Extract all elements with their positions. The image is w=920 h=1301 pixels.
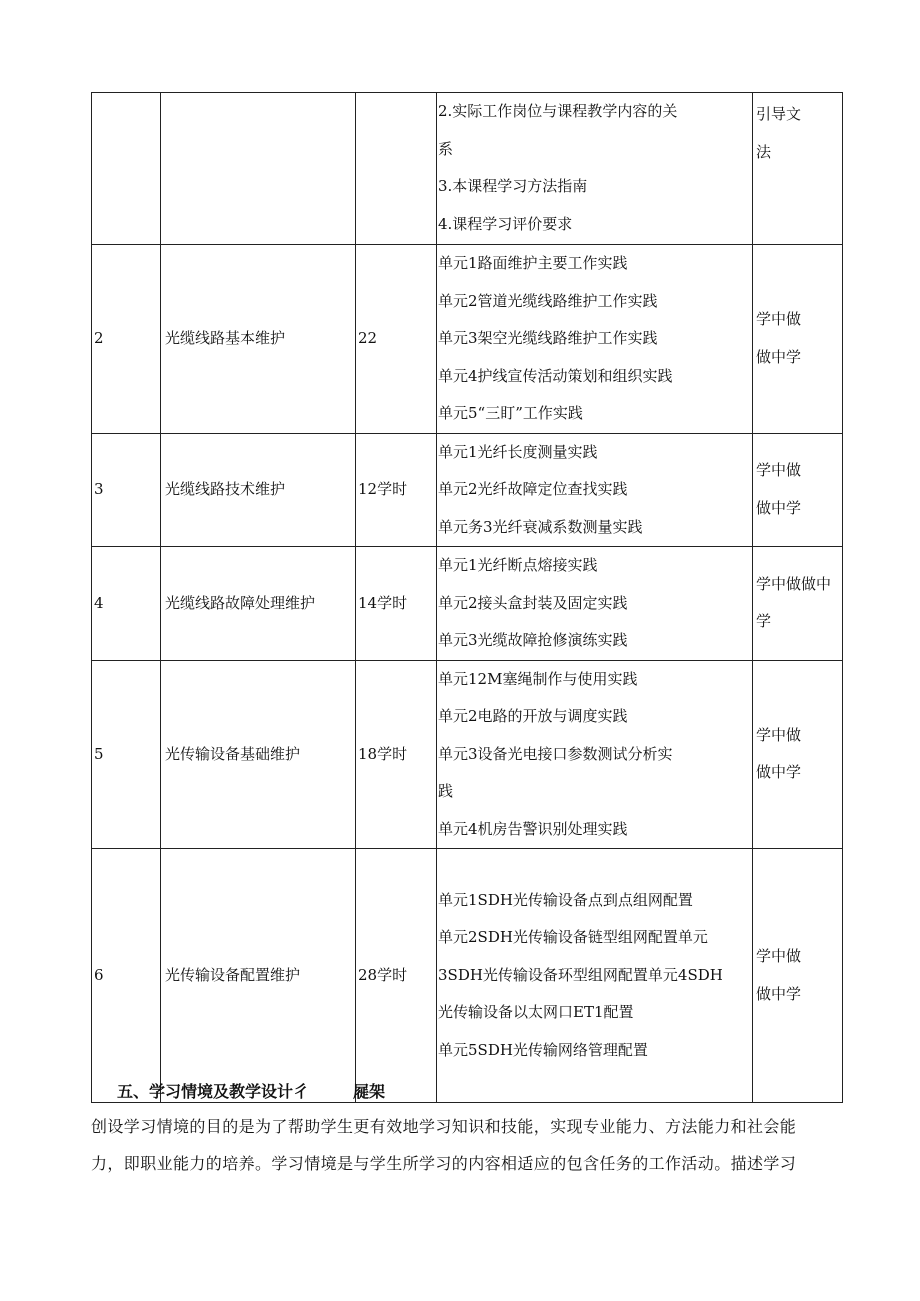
content-line: 单元5“三盯”工作实践 [438,404,583,422]
course-hours: 22 [356,245,437,434]
row-number: 5 [92,660,161,849]
content-line: 4.课程学习评价要求 [438,214,573,233]
body-paragraph [91,1108,831,1182]
row-number: 2 [92,245,161,434]
row-number: 3 [92,433,161,547]
content-line: 单元4机房告警识别处理实践 [438,819,628,838]
content-line: 单元3光缆故障抢修演练实践 [438,631,628,649]
content-line: 单元2光纤故障定位查找实践 [438,480,628,498]
course-hours: 18学时 [356,660,437,849]
course-hours: 12学时 [356,433,437,547]
content-line: 单元2接头盒封装及固定实践 [438,593,628,612]
course-content [437,245,753,434]
method-line: 引导文 [756,105,802,123]
content-line: 践 [438,782,454,800]
course-content [437,660,753,849]
content-line: 单元12M塞绳制作与使用实践 [438,669,638,688]
content-line: 2.实际工作岗位与课程教学内容的关 [438,102,678,120]
content-line: 单元务3光纤衰减系数测量实践 [438,517,643,536]
row-number: 6 [92,849,161,1103]
course-hours [356,93,437,245]
course-hours: 14学时 [356,547,437,661]
method-line: 学中做 [756,725,802,744]
content-line: 单元1路面维护主要工作实践 [438,254,628,272]
content-line: 3.本课程学习方法指南 [438,177,588,195]
content-line: 3SDH光传输设备环型组网配置单元4SDH [438,965,723,984]
row-number [92,93,161,245]
table-row [92,849,843,1103]
course-name [161,93,356,245]
section-heading-suffix: 屣架 [353,1082,386,1101]
course-name: 光缆线路基本维护 [161,245,356,434]
paragraph-line: 创设学习情境的目的是为了帮助学生更有效地学习知识和技能，实现专业能力、方法能力和社会能 [91,1117,797,1136]
content-line: 光传输设备以太网口ET1配置 [438,1003,634,1022]
content-line: 单元1光纤长度测量实践 [438,442,598,461]
content-line: 单元2SDH光传输设备链型组网配置单元 [438,928,708,947]
teaching-method [753,547,843,661]
paragraph-line: 力，即职业能力的培养。学习情境是与学生所学习的内容相适应的包含任务的工作活动。描述学习 [91,1154,797,1173]
course-name: 光传输设备配置维护 [161,849,356,1103]
content-line: 单元3架空光缆线路维护工作实践 [438,329,658,347]
course-name: 光缆线路故障处理维护 [161,547,356,661]
method-line: 学中做 [756,461,802,480]
course-content [437,849,753,1103]
content-line: 单元2电路的开放与调度实践 [438,707,628,725]
teaching-method [753,660,843,849]
teaching-method [753,93,843,245]
course-hours: 28学时 [356,849,437,1103]
method-line: 做中学 [756,984,802,1003]
course-content [437,93,753,245]
table-row [92,245,843,434]
table-row [92,93,843,245]
teaching-method [753,849,843,1103]
section-heading-text: 五、学习情境及教学设计彳 [117,1082,310,1101]
row-number: 4 [92,547,161,661]
course-unit-table [91,92,843,1103]
content-line: 单元1光纤断点熔接实践 [438,556,598,574]
content-line: 单元2管道光缆线路维护工作实践 [438,291,658,310]
section-heading [117,1079,385,1105]
method-line: 学中做 [756,310,802,329]
method-line: 做中学 [756,498,802,517]
content-line: 单元1SDH光传输设备点到点组网配置 [438,890,693,909]
course-content [437,433,753,547]
teaching-method [753,433,843,547]
table-row [92,660,843,849]
method-line: 做中学 [756,763,802,782]
table-row [92,433,843,547]
course-name: 光缆线路技术维护 [161,433,356,547]
table-row [92,547,843,661]
teaching-method [753,245,843,434]
content-line: 单元4护线宣传活动策划和组织实践 [438,366,673,385]
method-line: 学中做 [756,947,802,965]
method-line: 学 [756,612,772,631]
course-content [437,547,753,661]
course-name: 光传输设备基础维护 [161,660,356,849]
content-line: 系 [438,139,454,158]
content-line: 单元5SDH光传输网络管理配置 [438,1040,648,1059]
method-line: 做中学 [756,347,802,366]
method-line: 学中做做中 [756,574,832,593]
method-line: 法 [756,142,772,161]
content-line: 单元3设备光电接口参数测试分析实 [438,744,673,763]
